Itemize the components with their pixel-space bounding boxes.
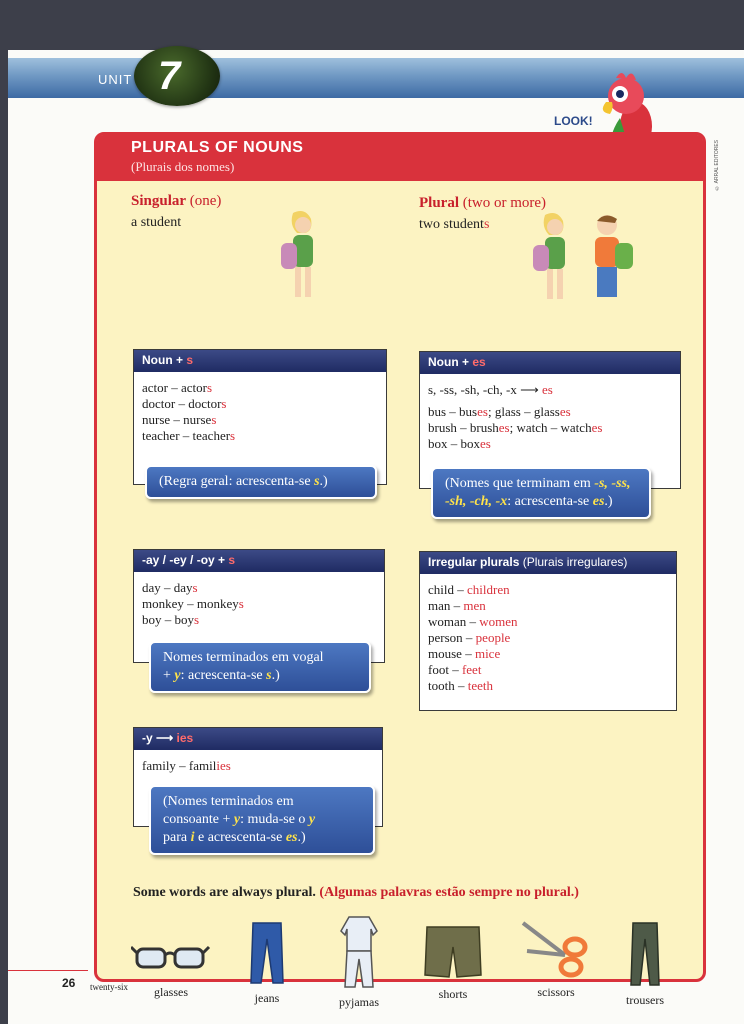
unit-label: UNIT	[98, 72, 133, 87]
panel-header	[97, 135, 703, 181]
item-label: glasses	[154, 985, 188, 999]
item-label: trousers	[626, 993, 664, 1007]
rule-box-es-body	[420, 374, 680, 460]
student-boy-icon	[585, 211, 649, 303]
item-pyjamas	[319, 915, 399, 1010]
rule-box-irregular-body	[420, 574, 676, 702]
list-item: boy – boys	[142, 612, 200, 627]
item-label: pyjamas	[339, 995, 379, 1009]
singular-paren: (one)	[189, 193, 222, 209]
item-glasses	[131, 935, 211, 1000]
textbook-page	[8, 50, 744, 1024]
student-girl-icon	[275, 209, 325, 301]
rule-box-s-body	[134, 372, 386, 452]
scissors-icon	[521, 921, 591, 979]
list-item: doctor – doctors	[142, 396, 227, 411]
page-title: PLURALS OF NOUNS	[131, 139, 304, 156]
rule-box-ies-body	[134, 750, 382, 782]
list-item: brush – brushes; watch – watches	[428, 420, 603, 435]
rule-note-s: (Regra geral: acrescenta-se s.)	[145, 465, 377, 499]
copyright-note: © ARRAL EDITORES	[714, 140, 720, 191]
plural-example: two students	[419, 217, 490, 232]
page-number: 26	[62, 976, 76, 990]
list-item: woman – women	[428, 614, 518, 629]
plural-paren: (two or more)	[462, 195, 547, 211]
plural-heading	[419, 195, 546, 212]
endings-row: s, -ss, -sh, -ch, -x ⟶ es	[428, 382, 553, 397]
list-item: person – people	[428, 630, 511, 645]
rule-box-irregular	[419, 551, 677, 711]
list-item: family – families	[142, 758, 231, 773]
list-item: tooth – teeth	[428, 678, 493, 693]
glasses-icon	[131, 935, 211, 979]
trousers-icon	[629, 921, 661, 987]
list-item: actor – actors	[142, 380, 213, 395]
always-plural-heading: Some words are always plural. (Algumas palavras estão sempre no plural.)	[133, 885, 579, 900]
student-girl-2-icon	[527, 211, 577, 303]
singular-heading	[131, 193, 221, 210]
singular-example: a student	[131, 215, 182, 230]
list-item: foot – feet	[428, 662, 482, 677]
list-item: box – boxes	[428, 436, 491, 451]
rule-box-s-head: Noun + s	[134, 350, 386, 372]
item-jeans	[227, 921, 307, 1006]
list-item: teacher – teachers	[142, 428, 236, 443]
singular-word: Singular	[131, 193, 187, 209]
list-item: mouse – mice	[428, 646, 501, 661]
rule-box-es-head: Noun + es	[420, 352, 680, 374]
rule-box-irregular-head: Irregular plurals (Plurais irregulares)	[420, 552, 676, 574]
list-item: day – days	[142, 580, 198, 595]
list-item: bus – buses; glass – glasses	[428, 404, 571, 419]
rule-note-y: Nomes terminados em vogal + y: acrescenta-se s.)	[149, 641, 371, 693]
item-shorts	[413, 925, 493, 1002]
rule-box-ies-head: -y ⟶ ies	[134, 728, 382, 750]
page-subtitle: (Plurais dos nomes)	[131, 159, 235, 174]
rule-box-y-body	[134, 572, 384, 636]
page-number-word: twenty-six	[90, 982, 128, 992]
item-label: scissors	[537, 985, 575, 999]
rule-box-y-head: -ay / -ey / -oy + s	[134, 550, 384, 572]
plural-word: Plural	[419, 195, 459, 211]
item-label: shorts	[438, 987, 468, 1001]
list-item: man – men	[428, 598, 486, 613]
list-item: nurse – nurses	[142, 412, 217, 427]
item-label: jeans	[254, 991, 280, 1005]
shorts-icon	[423, 925, 483, 981]
item-trousers	[605, 921, 685, 1008]
rule-note-ies: (Nomes terminados em consoante + y: muda-se o y para i e acrescenta-se es.)	[149, 785, 375, 855]
jeans-icon	[247, 921, 287, 985]
unit-number: 7	[158, 54, 181, 98]
list-item: monkey – monkeys	[142, 596, 244, 611]
footer-line	[8, 970, 88, 971]
look-label: LOOK!	[554, 114, 593, 128]
rule-note-es: (Nomes que terminam em -s, -ss, -sh, -ch, -x: acrescenta-se es.)	[431, 467, 651, 519]
list-item: child – children	[428, 582, 510, 597]
pyjamas-icon	[339, 915, 379, 989]
item-scissors	[511, 921, 601, 1000]
